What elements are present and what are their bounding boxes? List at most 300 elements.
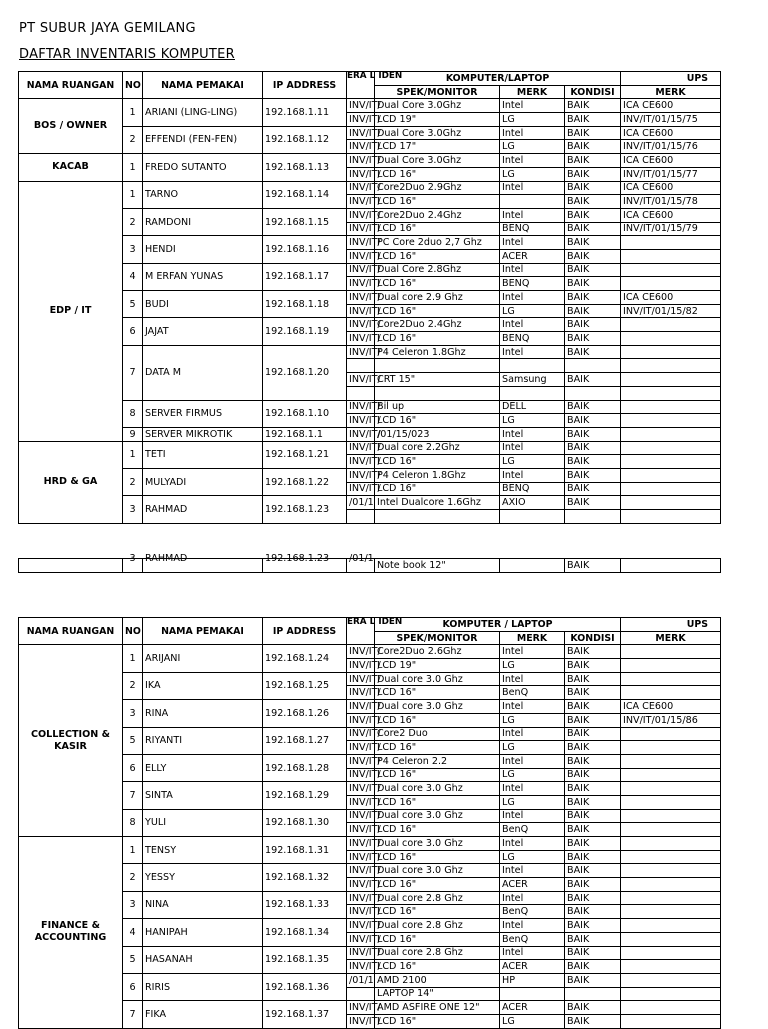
room-cell: HRD & GA: [19, 441, 123, 523]
table-row: [19, 236, 721, 250]
item-ups-cell: [621, 973, 721, 987]
ip-cell: 192.168.1.11: [263, 99, 347, 126]
item-spec-cell: Bil up: [375, 400, 500, 414]
table-row: [19, 427, 721, 441]
item-ups-cell: [621, 645, 721, 659]
ip-cell: 192.168.1.13: [263, 154, 347, 181]
item-condition-cell: BAIK: [565, 482, 621, 496]
item-ups-cell: [621, 727, 721, 741]
item-brand-cell: ACER: [500, 960, 565, 974]
item-ups-cell: ICA CE600: [621, 208, 721, 222]
no-cell: 2: [123, 672, 143, 699]
item-serial-cell: INV/IT/: [347, 427, 375, 441]
ip-cell: 192.168.1.27: [263, 727, 347, 754]
item-ups-cell: [621, 960, 721, 974]
item-serial-cell: INV/IT/: [347, 795, 375, 809]
item-brand-cell: Intel: [500, 700, 565, 714]
item-spec-cell: Intel Dualcore 1.6Ghz: [375, 496, 500, 510]
item-condition-cell: BAIK: [565, 332, 621, 346]
item-spec-cell: LCD 16": [375, 482, 500, 496]
item-condition-cell: BAIK: [565, 277, 621, 291]
room-cell: EDP / IT: [19, 181, 123, 441]
item-brand-cell: Intel: [500, 864, 565, 878]
item-serial-cell: INV/IT/: [347, 905, 375, 919]
item-condition-cell: BAIK: [565, 700, 621, 714]
item-ups-cell: [621, 427, 721, 441]
user-cell: HANIPAH: [143, 919, 263, 946]
ip-cell: 192.168.1.22: [263, 468, 347, 495]
user-cell: YULI: [143, 809, 263, 836]
item-ups-cell: ICA CE600: [621, 181, 721, 195]
item-ups-cell: [621, 236, 721, 250]
item-brand-cell: LG: [500, 455, 565, 469]
ip-cell: 192.168.1.12: [263, 126, 347, 153]
ip-cell: 192.168.1.25: [263, 672, 347, 699]
table-row: [19, 181, 721, 195]
no-cell: 1: [123, 441, 143, 468]
item-spec-cell: Dual core 2.8 Ghz: [375, 891, 500, 905]
inventory-table-1: [18, 71, 721, 524]
item-spec-cell: LCD 16": [375, 960, 500, 974]
item-brand-cell: LG: [500, 850, 565, 864]
item-serial-cell: INV/IT/: [347, 960, 375, 974]
user-cell: TETI: [143, 441, 263, 468]
item-serial-cell: INV/IT/: [347, 700, 375, 714]
ip-cell: 192.168.1.33: [263, 891, 347, 918]
item-spec-cell: Core2Duo 2.4Ghz: [375, 208, 500, 222]
item-spec-cell: LCD 16": [375, 932, 500, 946]
table-row: [19, 263, 721, 277]
no-cell: 4: [123, 919, 143, 946]
col-user-header: NAMA PEMAKAI: [143, 72, 263, 99]
no-cell: 5: [123, 946, 143, 973]
no-cell: 1: [123, 837, 143, 864]
item-ups-cell: [621, 809, 721, 823]
item-spec-cell: LCD 17": [375, 140, 500, 154]
no-cell-text: 3: [129, 553, 136, 564]
user-cell: TENSY: [143, 837, 263, 864]
ip-cell: 192.168.1.1: [263, 427, 347, 441]
item-serial-cell: [347, 359, 375, 373]
item-condition-cell: [565, 359, 621, 373]
no-cell: 2: [123, 126, 143, 153]
item-spec-cell: Dual core 2.9 Ghz: [375, 291, 500, 305]
item-condition-cell: BAIK: [565, 1001, 621, 1015]
item-condition-cell: BAIK: [565, 441, 621, 455]
item-spec-cell: Dual core 3.0 Ghz: [375, 782, 500, 796]
item-brand-cell: [500, 195, 565, 209]
table-row: [19, 837, 721, 851]
no-cell: 7: [123, 782, 143, 809]
item-brand-cell: Intel: [500, 468, 565, 482]
item-brand-cell: BenQ: [500, 823, 565, 837]
item-serial-cell: INV/IT/: [347, 1014, 375, 1028]
no-cell: 1: [123, 181, 143, 208]
item-serial-cell: INV/IT/: [347, 741, 375, 755]
item-condition-cell: BAIK: [565, 345, 621, 359]
no-cell: 6: [123, 973, 143, 1000]
item-brand-cell: LG: [500, 659, 565, 673]
item-serial-cell: INV/IT/: [347, 236, 375, 250]
item-serial-cell: INV/IT/: [347, 304, 375, 318]
table-row: [19, 973, 721, 987]
inventory-table-1-tail: [18, 553, 721, 573]
item-condition-cell: BAIK: [565, 222, 621, 236]
item-spec-cell: LCD 16": [375, 249, 500, 263]
item-brand-cell: [500, 510, 565, 524]
item-ups-cell: [621, 249, 721, 263]
item-spec-cell: AMD 2100: [375, 973, 500, 987]
col-room-header: NAMA RUANGAN: [19, 72, 123, 99]
no-cell: [123, 553, 143, 573]
item-spec-cell: Core2Duo 2.6Ghz: [375, 645, 500, 659]
user-cell: SERVER MIKROTIK: [143, 427, 263, 441]
item-ups-cell: [621, 987, 721, 1001]
item-condition-cell: BAIK: [565, 864, 621, 878]
item-serial-cell: INV/IT/: [347, 659, 375, 673]
item-condition-cell: BAIK: [565, 905, 621, 919]
item-spec-cell: LCD 16": [375, 795, 500, 809]
ip-cell: 192.168.1.21: [263, 441, 347, 468]
item-ups-cell: [621, 1014, 721, 1028]
item-condition-cell: BAIK: [565, 304, 621, 318]
item-brand-cell: LG: [500, 795, 565, 809]
item-brand-cell: Intel: [500, 263, 565, 277]
item-condition-cell: BAIK: [565, 932, 621, 946]
ip-cell: 192.168.1.29: [263, 782, 347, 809]
item-spec-cell: Dual core 3.0 Ghz: [375, 672, 500, 686]
item-ups-cell: [621, 359, 721, 373]
item-ups-cell: [621, 686, 721, 700]
item-condition-cell: BAIK: [565, 1014, 621, 1028]
item-condition-cell: BAIK: [565, 686, 621, 700]
col-spec-header: SPEK/MONITOR: [375, 85, 500, 99]
item-ups-cell: [621, 468, 721, 482]
item-ups-cell: INV/IT/01/15/75: [621, 113, 721, 127]
col-spec-header: SPEK/MONITOR: [375, 631, 500, 645]
item-ups-cell: [621, 754, 721, 768]
item-condition-cell: BAIK: [565, 154, 621, 168]
item-brand-cell: Intel: [500, 441, 565, 455]
ip-cell: 192.168.1.23: [263, 496, 347, 523]
item-spec-cell: Core2Duo 2.9Ghz: [375, 181, 500, 195]
col-condition-header: KONDISI: [565, 631, 621, 645]
item-ups-cell: [621, 946, 721, 960]
no-cell: 5: [123, 727, 143, 754]
item-ups-cell: [621, 277, 721, 291]
item-spec-cell: LCD 16": [375, 414, 500, 428]
item-serial-cell: INV/IT/: [347, 932, 375, 946]
item-spec-cell: LCD 16": [375, 222, 500, 236]
item-ups-cell: [621, 482, 721, 496]
item-ups-cell: ICA CE600: [621, 291, 721, 305]
user-cell: IKA: [143, 672, 263, 699]
item-ups-cell: [621, 768, 721, 782]
item-ups-cell: ICA CE600: [621, 154, 721, 168]
item-ups-cell: [621, 441, 721, 455]
inventory-sheet-1-tail: [18, 553, 720, 577]
item-ups-cell: [621, 672, 721, 686]
item-brand-cell: Intel: [500, 126, 565, 140]
item-brand-cell: Intel: [500, 837, 565, 851]
no-cell: 6: [123, 754, 143, 781]
item-spec-cell: LCD 16": [375, 713, 500, 727]
item-brand-cell: Intel: [500, 727, 565, 741]
item-spec-cell: /01/15/023: [375, 427, 500, 441]
item-serial-cell: /01/1: [347, 496, 375, 510]
item-brand-cell: LG: [500, 140, 565, 154]
item-spec-cell: P4 Celeron 1.8Ghz: [375, 468, 500, 482]
item-serial-cell: INV/IT/: [347, 645, 375, 659]
col-brand-header: MERK: [500, 631, 565, 645]
table-row: [19, 727, 721, 741]
item-brand-cell: ACER: [500, 249, 565, 263]
item-condition-cell: BAIK: [565, 113, 621, 127]
item-brand-cell: Intel: [500, 645, 565, 659]
user-cell: MULYADI: [143, 468, 263, 495]
item-ups-cell: [621, 1001, 721, 1015]
item-condition-cell: BAIK: [565, 559, 621, 573]
no-cell: 8: [123, 400, 143, 427]
user-cell: NINA: [143, 891, 263, 918]
item-serial-cell-text: /01/1: [349, 553, 374, 564]
item-serial-cell: INV/IT/: [347, 441, 375, 455]
table-row: [19, 291, 721, 305]
room-cell: FINANCE & ACCOUNTING: [19, 837, 123, 1029]
item-condition-cell: BAIK: [565, 837, 621, 851]
no-cell: 1: [123, 154, 143, 181]
item-serial-cell: INV/IT/: [347, 113, 375, 127]
item-condition-cell: BAIK: [565, 946, 621, 960]
ip-cell-text: 192.168.1.23: [265, 553, 330, 564]
item-ups-cell: INV/IT/01/15/77: [621, 167, 721, 181]
company-name: PT SUBUR JAYA GEMILANG: [19, 21, 196, 36]
col-ups-header: UPS: [621, 618, 721, 632]
no-cell: 8: [123, 809, 143, 836]
item-spec-cell: LCD 16": [375, 741, 500, 755]
item-serial-cell: INV/IT/: [347, 782, 375, 796]
item-spec-cell: LCD 16": [375, 768, 500, 782]
ip-cell: 192.168.1.34: [263, 919, 347, 946]
item-brand-cell: Intel: [500, 919, 565, 933]
item-ups-cell: [621, 455, 721, 469]
item-brand-cell: Intel: [500, 318, 565, 332]
item-ups-cell: ICA CE600: [621, 126, 721, 140]
ip-cell: 192.168.1.28: [263, 754, 347, 781]
user-cell: ARIANI (LING-LING): [143, 99, 263, 126]
item-condition-cell: BAIK: [565, 195, 621, 209]
item-spec-cell: LCD 16": [375, 277, 500, 291]
item-ups-cell: INV/IT/01/15/78: [621, 195, 721, 209]
item-serial-cell: INV/IT/: [347, 181, 375, 195]
user-cell: SERVER FIRMUS: [143, 400, 263, 427]
item-condition-cell: BAIK: [565, 400, 621, 414]
table-row: [19, 99, 721, 113]
item-ups-cell: [621, 386, 721, 400]
user-cell: M ERFAN YUNAS: [143, 263, 263, 290]
item-ups-cell: ICA CE600: [621, 99, 721, 113]
item-serial-cell: INV/IT/: [347, 850, 375, 864]
inventory-table-2: [18, 617, 721, 1029]
item-serial-cell: INV/IT/: [347, 195, 375, 209]
item-serial-cell: INV/IT/: [347, 400, 375, 414]
item-ups-cell: [621, 496, 721, 510]
room-cell: [19, 559, 123, 573]
item-ups-cell: [621, 837, 721, 851]
table-row: [19, 1001, 721, 1015]
document-title: DAFTAR INVENTARIS KOMPUTER: [19, 47, 235, 62]
no-cell: 5: [123, 291, 143, 318]
item-condition-cell: BAIK: [565, 891, 621, 905]
item-spec-cell: Note book 12": [375, 559, 500, 573]
item-serial-cell: INV/IT/: [347, 332, 375, 346]
item-condition-cell: BAIK: [565, 99, 621, 113]
col-no-header: NO: [123, 618, 143, 645]
item-serial-cell: INV/IT/: [347, 140, 375, 154]
item-serial-cell: INV/IT/: [347, 686, 375, 700]
item-brand-cell: Intel: [500, 291, 565, 305]
no-cell: 9: [123, 427, 143, 441]
item-ups-cell: ICA CE600: [621, 700, 721, 714]
item-condition-cell: BAIK: [565, 455, 621, 469]
item-serial-cell: INV/IT/: [347, 713, 375, 727]
col-condition-header: KONDISI: [565, 85, 621, 99]
item-serial-cell: INV/IT/: [347, 167, 375, 181]
item-serial-cell: [347, 987, 375, 1001]
item-brand-cell: Intel: [500, 672, 565, 686]
item-serial-cell: INV/IT/: [347, 823, 375, 837]
item-ups-cell: INV/IT/01/15/79: [621, 222, 721, 236]
table-row: [19, 559, 721, 573]
item-condition-cell: BAIK: [565, 850, 621, 864]
item-spec-cell: CRT 15": [375, 373, 500, 387]
item-spec-cell: [375, 510, 500, 524]
item-serial-cell: INV/IT/: [347, 154, 375, 168]
item-condition-cell: BAIK: [565, 795, 621, 809]
col-serial-header: ERA L IDEN: [347, 72, 375, 99]
user-cell: RAMDONI: [143, 208, 263, 235]
table-row: [19, 468, 721, 482]
item-ups-cell: [621, 878, 721, 892]
table-row: [19, 946, 721, 960]
item-brand-cell: LG: [500, 741, 565, 755]
item-serial-cell: INV/IT/: [347, 222, 375, 236]
no-cell: 2: [123, 864, 143, 891]
item-condition-cell: [565, 386, 621, 400]
table-row: [19, 809, 721, 823]
item-condition-cell: BAIK: [565, 973, 621, 987]
ip-cell: 192.168.1.17: [263, 263, 347, 290]
ip-cell: 192.168.1.36: [263, 973, 347, 1000]
item-brand-cell: ACER: [500, 878, 565, 892]
no-cell: 1: [123, 645, 143, 672]
item-serial-cell: INV/IT/: [347, 809, 375, 823]
item-brand-cell: Intel: [500, 236, 565, 250]
no-cell: 3: [123, 700, 143, 727]
user-cell: RIRIS: [143, 973, 263, 1000]
item-brand-cell: Intel: [500, 946, 565, 960]
col-brand-header: MERK: [500, 85, 565, 99]
item-brand-cell: LG: [500, 768, 565, 782]
item-condition-cell: BAIK: [565, 140, 621, 154]
user-cell-text: RAHMAD: [145, 553, 188, 564]
item-spec-cell: LCD 16": [375, 167, 500, 181]
item-condition-cell: [565, 987, 621, 1001]
col-group-header: KOMPUTER/LAPTOP: [375, 72, 621, 86]
col-room-header: NAMA RUANGAN: [19, 618, 123, 645]
item-ups-cell: [621, 782, 721, 796]
item-ups-cell: INV/IT/01/15/86: [621, 713, 721, 727]
item-ups-cell: [621, 659, 721, 673]
item-condition-cell: BAIK: [565, 249, 621, 263]
item-spec-cell: LCD 16": [375, 1014, 500, 1028]
item-condition-cell: BAIK: [565, 782, 621, 796]
col-ip-header: IP ADDRESS: [263, 72, 347, 99]
no-cell: 2: [123, 468, 143, 495]
item-serial-cell: INV/IT/: [347, 468, 375, 482]
item-spec-cell: LAPTOP 14": [375, 987, 500, 1001]
user-cell: FIKA: [143, 1001, 263, 1028]
table-row: [19, 782, 721, 796]
user-cell: TARNO: [143, 181, 263, 208]
item-ups-cell: [621, 510, 721, 524]
item-serial-cell: INV/IT/: [347, 126, 375, 140]
item-spec-cell: Dual Core 3.0Ghz: [375, 154, 500, 168]
item-condition-cell: BAIK: [565, 645, 621, 659]
no-cell: 4: [123, 263, 143, 290]
table-row: [19, 345, 721, 359]
item-condition-cell: BAIK: [565, 741, 621, 755]
ip-cell: 192.168.1.26: [263, 700, 347, 727]
table-row: [19, 318, 721, 332]
item-ups-cell: [621, 919, 721, 933]
item-brand-cell: Intel: [500, 427, 565, 441]
item-ups-cell: [621, 932, 721, 946]
item-serial-cell: INV/IT/: [347, 455, 375, 469]
item-brand-cell: [500, 987, 565, 1001]
item-brand-cell: BENQ: [500, 277, 565, 291]
item-serial-cell: INV/IT/: [347, 263, 375, 277]
item-condition-cell: BAIK: [565, 878, 621, 892]
item-spec-cell: Dual core 3.0 Ghz: [375, 837, 500, 851]
item-serial-cell: INV/IT/: [347, 768, 375, 782]
user-cell: FREDO SUTANTO: [143, 154, 263, 181]
item-serial-cell: INV/IT/: [347, 727, 375, 741]
user-cell: ELLY: [143, 754, 263, 781]
item-condition-cell: BAIK: [565, 468, 621, 482]
user-cell: YESSY: [143, 864, 263, 891]
item-brand-cell: BenQ: [500, 905, 565, 919]
item-brand-cell: [500, 386, 565, 400]
item-ups-cell: [621, 864, 721, 878]
table-row: [19, 754, 721, 768]
item-brand-cell: Intel: [500, 99, 565, 113]
ip-cell: 192.168.1.15: [263, 208, 347, 235]
item-condition-cell: BAIK: [565, 659, 621, 673]
item-brand-cell: LG: [500, 713, 565, 727]
no-cell: 7: [123, 1001, 143, 1028]
item-serial-cell: INV/IT/: [347, 414, 375, 428]
ip-cell: 192.168.1.30: [263, 809, 347, 836]
item-serial-cell: [347, 553, 375, 573]
item-serial-cell: INV/IT/: [347, 919, 375, 933]
table-row: [19, 154, 721, 168]
table-row: [19, 208, 721, 222]
inventory-sheet-2: [18, 617, 720, 1027]
item-condition-cell: BAIK: [565, 414, 621, 428]
item-condition-cell: BAIK: [565, 208, 621, 222]
item-spec-cell: Core2Duo 2.4Ghz: [375, 318, 500, 332]
